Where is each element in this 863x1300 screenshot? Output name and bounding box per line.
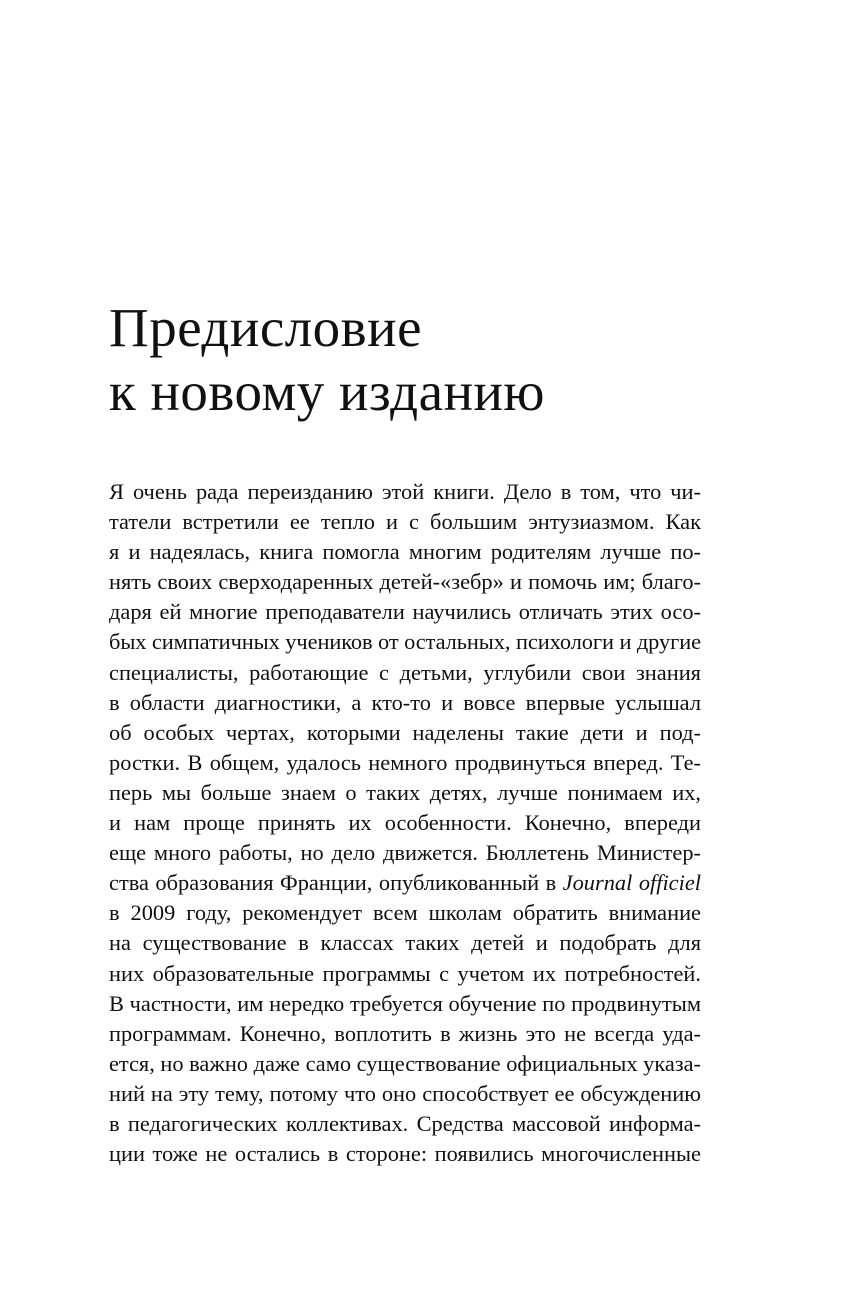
text-line: В частности, им нередко требуется обучение по продвинутым	[109, 990, 701, 1016]
text-line: татели встретили ее тепло и с большим энтузиазмом. Как	[109, 509, 701, 535]
text-line: еще много работы, но дело движется. Бюллетень Министер-	[109, 840, 701, 866]
text-line-with-italic	[109, 868, 701, 898]
text-line: ний на эту тему, потому что оно способствует ее обсуждению	[109, 1080, 701, 1106]
text-line: даря ей многие преподаватели научились отличать этих осо-	[109, 599, 701, 625]
text-line: ростки. В общем, удалось немного продвинуться вперед. Те-	[109, 749, 701, 775]
text-line: нять своих сверходаренных детей-«зебр» и помочь им; благо-	[109, 569, 701, 595]
chapter-title-line-1: Предисловие	[109, 297, 422, 358]
chapter-title	[109, 296, 769, 424]
text-line: бых симпатичных учеников от остальных, психологи и другие	[109, 629, 702, 655]
chapter-title-line-2: к новому изданию	[109, 361, 546, 422]
body-paragraph	[109, 477, 701, 1169]
text-line: и нам проще принять их особенности. Конечно, впереди	[109, 810, 701, 836]
journal-title-italic: Journal officiel	[562, 870, 701, 896]
text-line: программам. Конечно, воплотить в жизнь это не всегда уда-	[109, 1020, 701, 1046]
text-line: ции тоже не остались в стороне: появились многочисленные	[109, 1141, 701, 1167]
text-line: ется, но важно даже само существование официальных указа-	[109, 1050, 702, 1076]
text-line: них образовательные программы с учетом их потребностей.	[109, 960, 701, 986]
text-line: на существование в классах таких детей и подобрать для	[109, 930, 701, 956]
text-line: перь мы больше знаем о таких детях, лучше понимаем их,	[109, 779, 701, 805]
text-line: в 2009 году, рекомендует всем школам обратить внимание	[109, 900, 701, 926]
text-line: я и надеялась, книга помогла многим родителям лучше по-	[109, 539, 701, 565]
text-line: об особых чертах, которыми наделены такие дети и под-	[109, 719, 701, 745]
text-line: в педагогических коллективах. Средства массовой информа-	[109, 1110, 701, 1136]
text-line: Я очень рада переизданию этой книги. Дело в том, что чи-	[109, 479, 701, 504]
text-line: специалисты, работающие с детьми, углубили свои знания	[109, 659, 701, 685]
text-line-prefix: ства образования Франции, опубликованный в	[109, 870, 563, 896]
text-line: в области диагностики, а кто-то и вовсе впервые услышал	[109, 689, 701, 715]
